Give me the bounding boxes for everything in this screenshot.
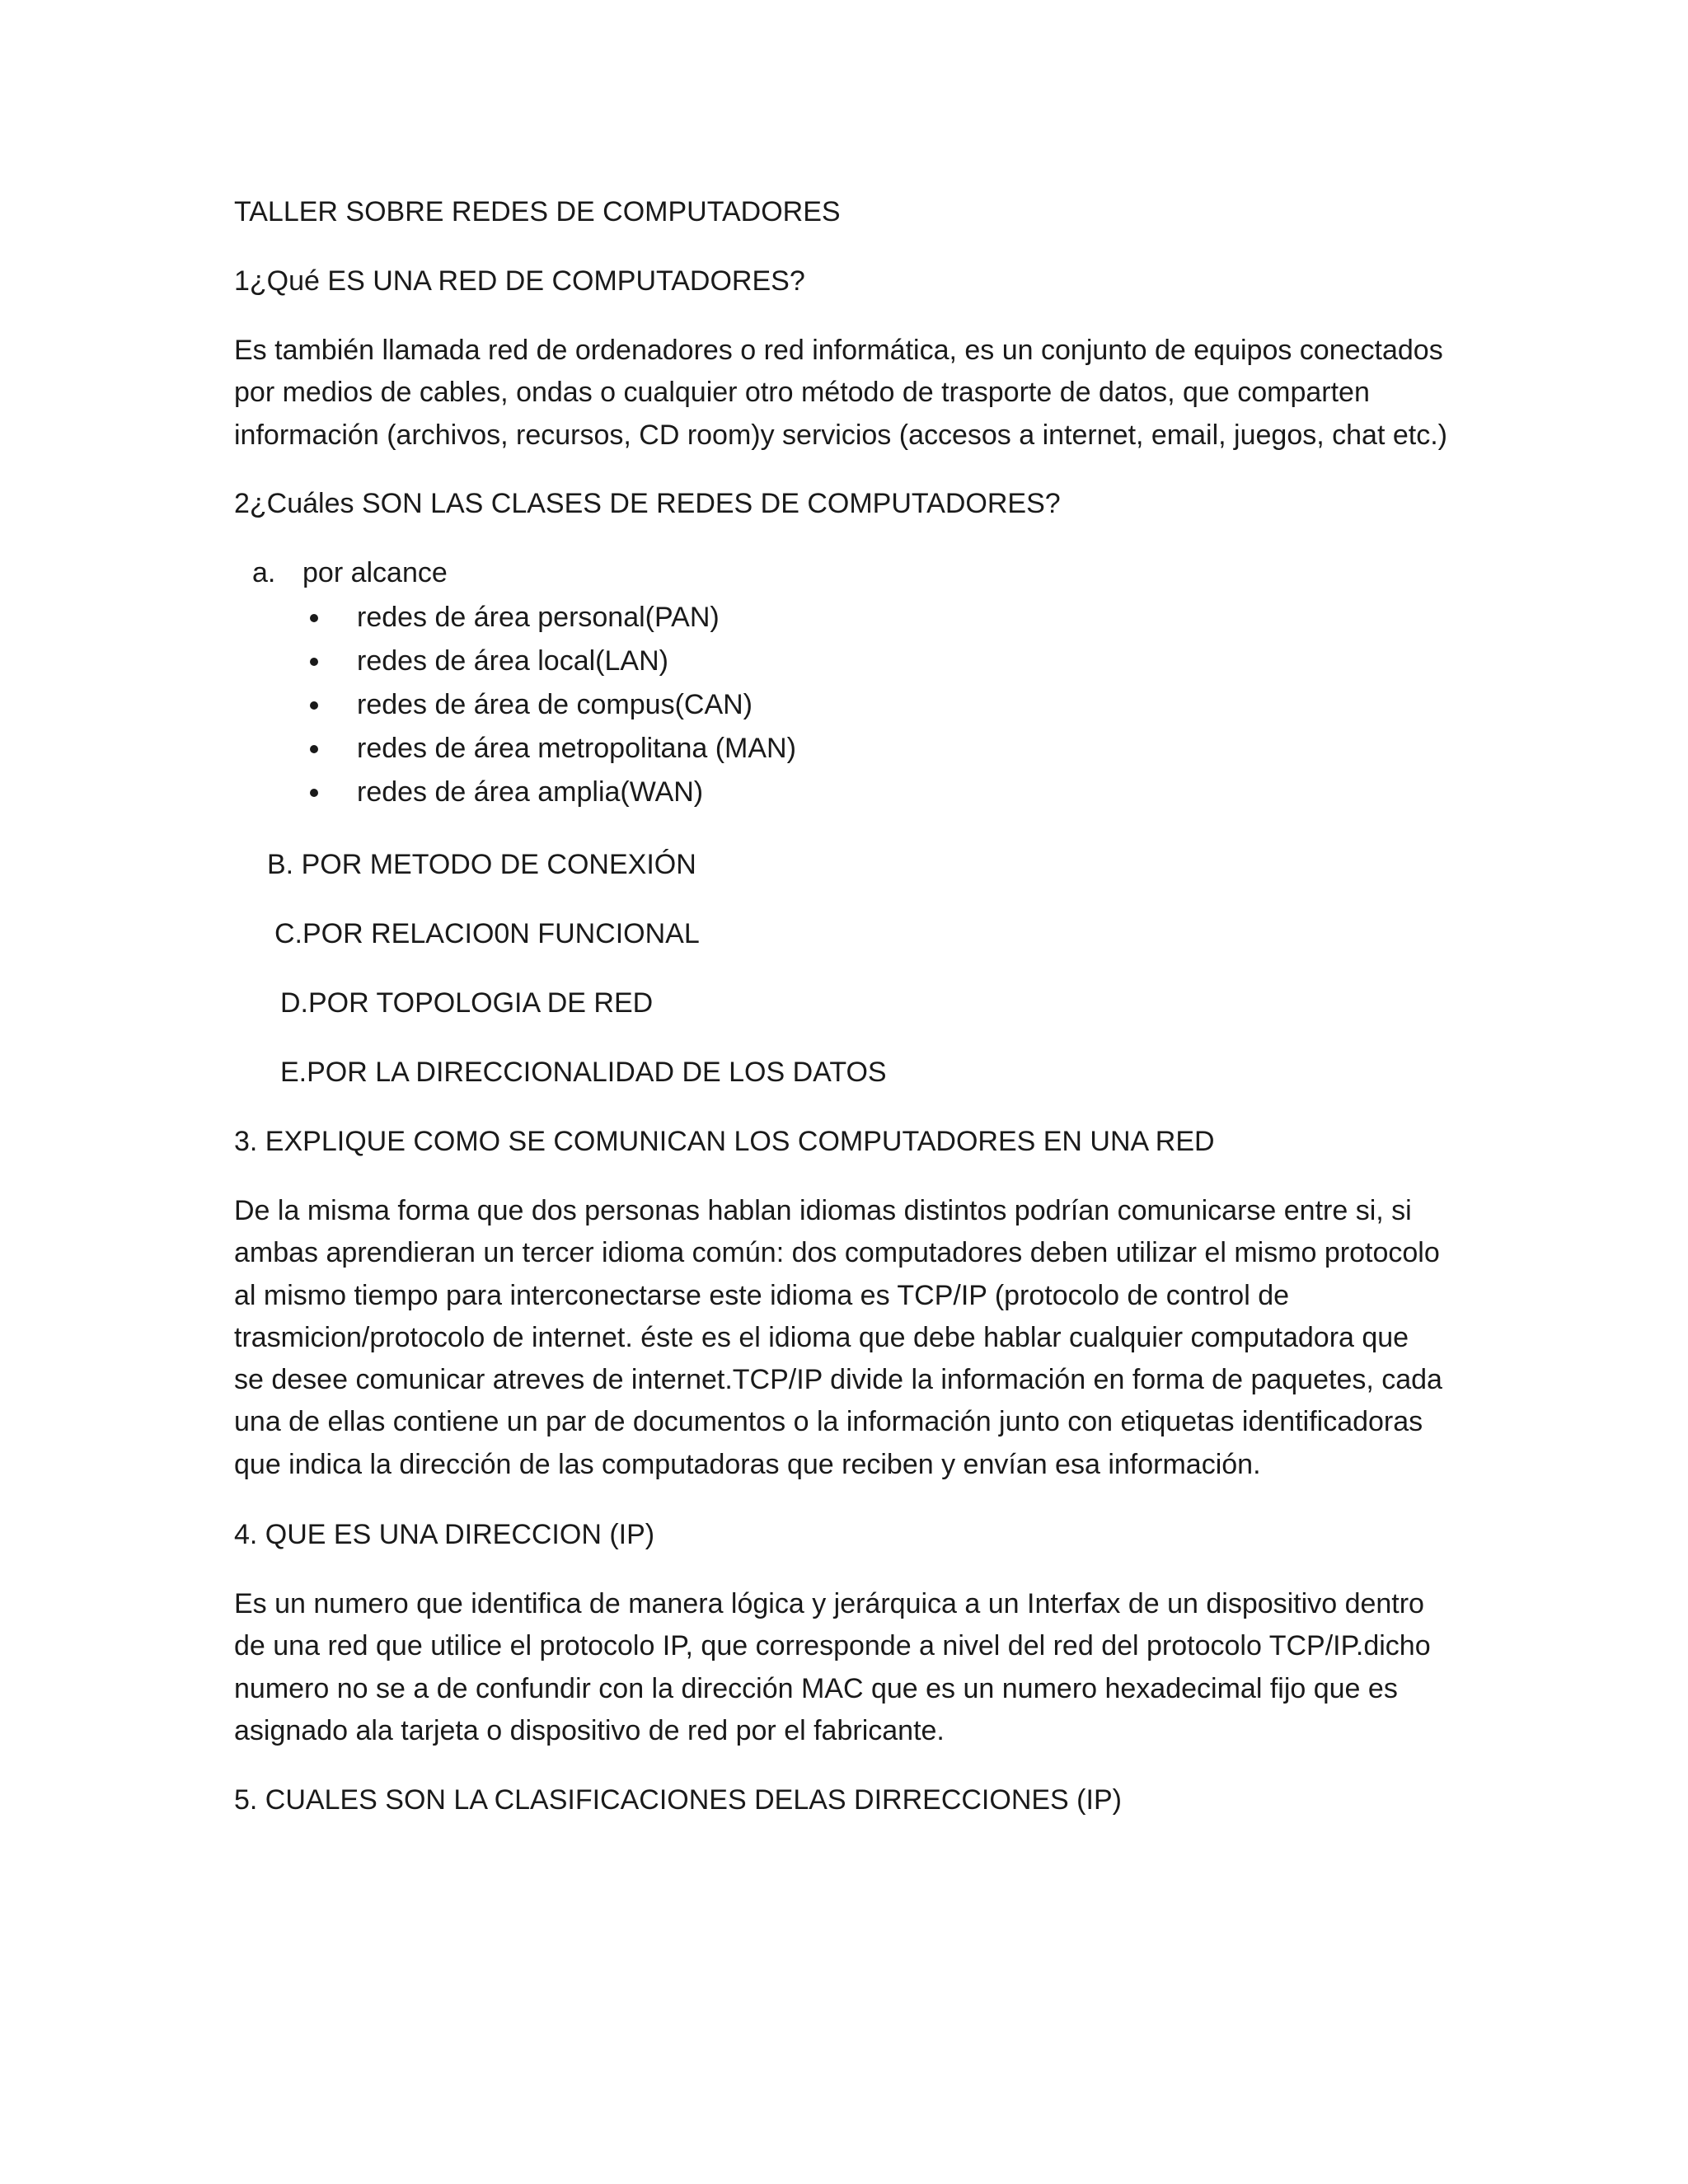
list-marker: a. (252, 557, 276, 588)
list-item-label: por alcance (302, 557, 448, 588)
question-3-heading: 3. EXPLIQUE COMO SE COMUNICAN LOS COMPUTADORES EN UNA RED (234, 1126, 1215, 1157)
paragraph-line: que indica la dirección de las computadoras que reciben y envían esa información. (234, 1448, 1261, 1480)
list-item-b: B. POR METODO DE CONEXIÓN (267, 849, 696, 880)
list-item-d: D.POR TOPOLOGIA DE RED (280, 987, 654, 1019)
paragraph-line: trasmicion/protocolo de internet. éste es el idioma que debe hablar cualquier computadora que (234, 1321, 1409, 1353)
paragraph-line: Es también llamada red de ordenadores o red informática, es un conjunto de equipos conectados (234, 335, 1443, 366)
paragraph-line: una de ellas contiene un par de documentos o la información junto con etiquetas identificadoras (234, 1406, 1423, 1438)
bullet-icon (310, 658, 318, 666)
question-1-heading: 1¿Qué ES UNA RED DE COMPUTADORES? (234, 265, 805, 297)
question-4-answer (234, 1583, 1470, 1752)
paragraph-line: numero no se a de confundir con la dirección MAC que es un numero hexadecimal fijo que es (234, 1672, 1398, 1704)
paragraph-line: por medios de cables, ondas o cualquier otro método de trasporte de datos, que comparten (234, 377, 1370, 409)
bullet-text: redes de área amplia(WAN) (357, 776, 704, 808)
bullet-text: redes de área metropolitana (MAN) (357, 733, 796, 764)
paragraph-line: información (archivos, recursos, CD room)y servicios (accesos a internet, email, juegos, chat etc.) (234, 419, 1447, 451)
paragraph-line: se desee comunicar atreves de internet.TCP/IP divide la información en forma de paquetes, cada (234, 1364, 1442, 1396)
paragraph-line: Es un numero que identifica de manera lógica y jerárquica a un Interfax de un dispositivo dentro (234, 1588, 1424, 1619)
question-2-heading: 2¿Cuáles SON LAS CLASES DE REDES DE COMPUTADORES? (234, 488, 1061, 519)
document-title: TALLER SOBRE REDES DE COMPUTADORES (234, 196, 841, 227)
paragraph-line: De la misma forma que dos personas hablan idiomas distintos podrían comunicarse entre si, si (234, 1195, 1412, 1226)
bullet-icon (310, 789, 318, 797)
bullet-icon (310, 745, 318, 753)
list-item-c: C.POR RELACIO0N FUNCIONAL (274, 918, 700, 949)
paragraph-line: de una red que utilice el protocolo IP, que corresponde a nivel del red del protocolo TCP/IP.dicho (234, 1630, 1431, 1662)
bullet-text: redes de área de compus(CAN) (357, 689, 753, 720)
bullet-icon (310, 614, 318, 622)
question-3-answer (234, 1190, 1470, 1486)
paragraph-line: ambas aprendieran un tercer idioma común: dos computadores deben utilizar el mismo protocolo (234, 1237, 1440, 1269)
bullet-icon (310, 701, 318, 710)
paragraph-line: asignado ala tarjeta o dispositivo de red por el fabricante. (234, 1714, 945, 1746)
question-1-answer (234, 330, 1470, 457)
question-4-heading: 4. QUE ES UNA DIRECCION (IP) (234, 1519, 655, 1550)
paragraph-line: al mismo tiempo para interconectarse este idioma es TCP/IP (protocolo de control de (234, 1279, 1290, 1311)
question-5-heading: 5. CUALES SON LA CLASIFICACIONES DELAS DIRRECCIONES (IP) (234, 1784, 1122, 1816)
bullet-text: redes de área personal(PAN) (357, 602, 720, 633)
list-item-e: E.POR LA DIRECCIONALIDAD DE LOS DATOS (280, 1057, 887, 1088)
bullet-text: redes de área local(LAN) (357, 645, 668, 677)
